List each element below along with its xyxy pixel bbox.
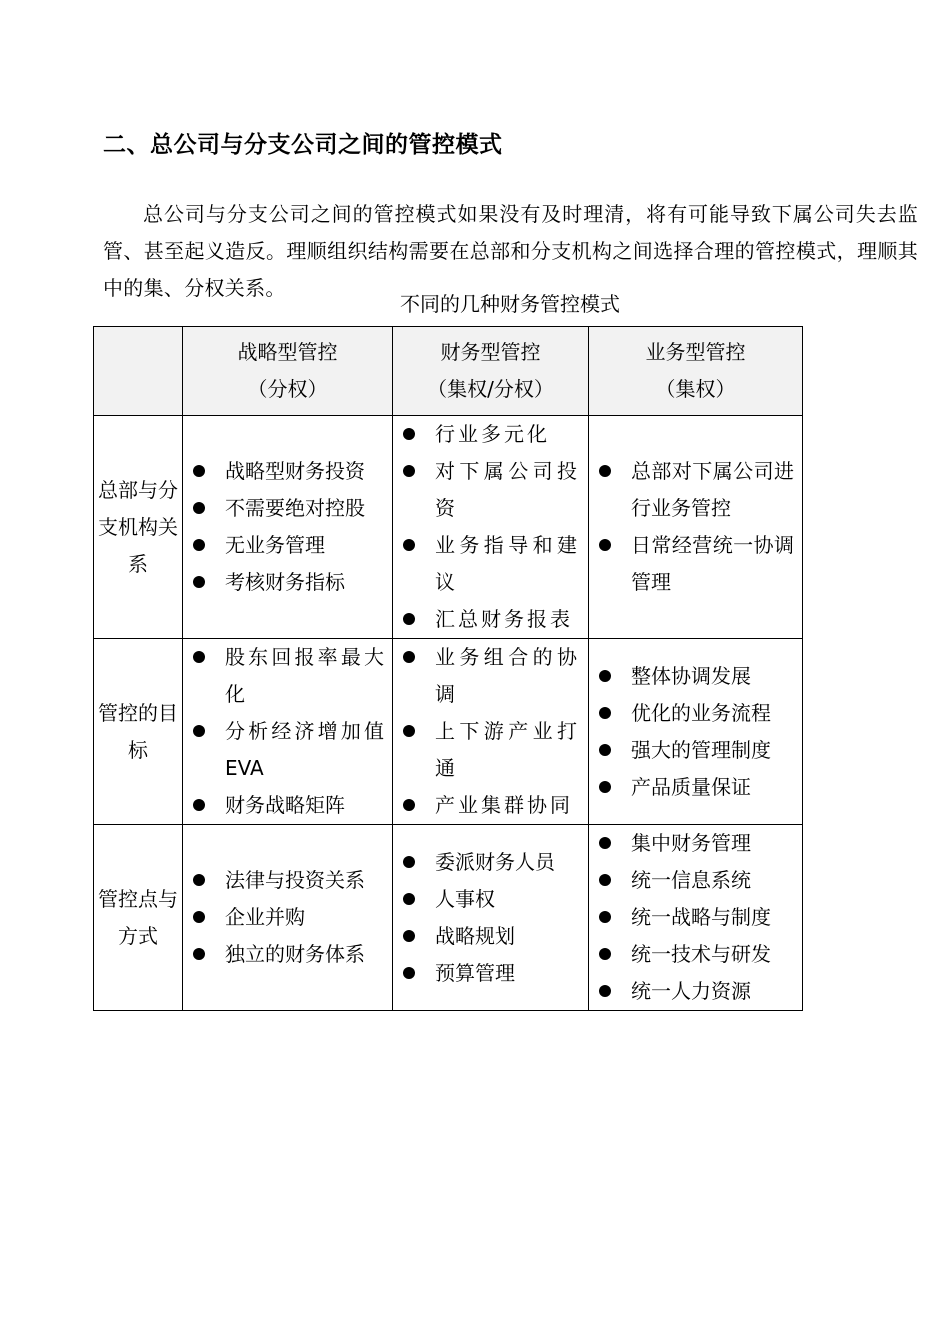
table-cell bbox=[183, 825, 393, 1011]
bullet-item bbox=[393, 601, 580, 638]
bullet-item bbox=[589, 658, 794, 695]
bullet-icon bbox=[403, 725, 415, 737]
bullet-item bbox=[393, 787, 580, 824]
bullet-item bbox=[183, 936, 384, 973]
bullet-text: 法律与投资关系 bbox=[225, 868, 365, 892]
bullet-icon bbox=[403, 613, 415, 625]
bullet-item bbox=[183, 713, 384, 787]
bullet-text: 业务指导和建议 bbox=[435, 533, 580, 594]
table-cell bbox=[589, 639, 803, 825]
table-cell bbox=[589, 416, 803, 639]
bullet-icon bbox=[599, 985, 611, 997]
bullet-item bbox=[183, 639, 384, 713]
bullet-text: 企业并购 bbox=[225, 905, 305, 929]
bullet-text: 分析经济增加值EVA bbox=[225, 719, 384, 780]
bullet-text: 汇总财务报表 bbox=[435, 607, 573, 631]
bullet-text: 委派财务人员 bbox=[435, 849, 555, 874]
bullet-icon bbox=[599, 837, 611, 849]
bullet-text: 考核财务指标 bbox=[225, 570, 345, 594]
bullet-item bbox=[589, 453, 794, 527]
bullet-text: 产业集群协同 bbox=[435, 793, 573, 817]
bullet-icon bbox=[599, 948, 611, 960]
bullet-text: 强大的管理制度 bbox=[631, 737, 771, 762]
row-header: 总部与分支机构关系 bbox=[94, 416, 183, 639]
bullet-item bbox=[183, 527, 384, 564]
bullet-item bbox=[393, 453, 580, 527]
column-header-subtitle: （集权/分权） bbox=[427, 377, 554, 401]
table-header-row bbox=[94, 327, 803, 416]
table-cell bbox=[393, 825, 589, 1011]
bullet-text: 统一战略与制度 bbox=[631, 905, 771, 929]
bullet-icon bbox=[599, 781, 611, 793]
bullet-item bbox=[393, 713, 580, 787]
bullet-item bbox=[393, 639, 580, 713]
bullet-item bbox=[183, 564, 384, 601]
bullet-icon bbox=[193, 651, 205, 663]
table-caption: 不同的几种财务管控模式 bbox=[400, 292, 620, 316]
bullet-text: 行业多元化 bbox=[435, 422, 550, 446]
table-row-relationship bbox=[94, 416, 803, 639]
bullet-text: 无业务管理 bbox=[225, 533, 325, 557]
bullet-icon bbox=[403, 893, 415, 905]
table-cell bbox=[589, 825, 803, 1011]
bullet-icon bbox=[403, 967, 415, 979]
bullet-item bbox=[393, 955, 580, 992]
column-header-title: 战略型管控 bbox=[237, 340, 338, 364]
intro-paragraph: 总公司与分支公司之间的管控模式如果没有及时理清，将有可能导致下属公司失去监管、甚至起义造反。理顺组织结构需要在总部和分支机构之间选择合理的管控模式，理顺其中的集、分权关系。 bbox=[103, 202, 918, 300]
column-header-title: 业务型管控 bbox=[645, 340, 746, 364]
bullet-icon bbox=[193, 576, 205, 588]
bullet-text: 战略型财务投资 bbox=[225, 459, 365, 483]
bullet-text: 日常经营统一协调管理 bbox=[631, 533, 794, 594]
bullet-item bbox=[589, 732, 794, 769]
bullet-item bbox=[589, 825, 794, 862]
bullet-text: 整体协调发展 bbox=[631, 663, 751, 688]
bullet-icon bbox=[599, 465, 611, 477]
bullet-text: 不需要绝对控股 bbox=[225, 496, 365, 520]
column-header-title: 财务型管控 bbox=[440, 340, 541, 364]
bullet-text: 人事权 bbox=[435, 886, 495, 911]
bullet-icon bbox=[599, 911, 611, 923]
bullet-item bbox=[589, 899, 794, 936]
bullet-icon bbox=[193, 874, 205, 886]
bullet-item bbox=[589, 527, 794, 601]
bullet-icon bbox=[599, 670, 611, 682]
bullet-icon bbox=[403, 539, 415, 551]
bullet-text: 集中财务管理 bbox=[631, 831, 751, 855]
bullet-text: 预算管理 bbox=[435, 960, 515, 985]
bullet-icon bbox=[403, 651, 415, 663]
bullet-item bbox=[393, 881, 580, 918]
bullet-icon bbox=[193, 465, 205, 477]
bullet-text: 对下属公司投资 bbox=[435, 459, 580, 520]
column-header-operational bbox=[589, 327, 803, 416]
bullet-icon bbox=[193, 539, 205, 551]
corner-cell bbox=[94, 327, 183, 416]
bullet-item bbox=[183, 787, 384, 824]
bullet-text: 战略规划 bbox=[435, 923, 515, 948]
bullet-icon bbox=[403, 428, 415, 440]
bullet-text: 统一人力资源 bbox=[631, 979, 751, 1003]
bullet-text: 上下游产业打通 bbox=[435, 719, 580, 780]
bullet-icon bbox=[403, 465, 415, 477]
bullet-item bbox=[589, 973, 794, 1010]
table-cell bbox=[183, 639, 393, 825]
bullet-text: 总部对下属公司进行业务管控 bbox=[631, 459, 794, 520]
bullet-item bbox=[589, 769, 794, 806]
column-header-subtitle: （分权） bbox=[247, 377, 328, 401]
bullet-icon bbox=[403, 799, 415, 811]
table-row-goals bbox=[94, 639, 803, 825]
bullet-item bbox=[393, 527, 580, 601]
bullet-item bbox=[589, 695, 794, 732]
bullet-item bbox=[393, 918, 580, 955]
bullet-item bbox=[183, 490, 384, 527]
bullet-item bbox=[393, 844, 580, 881]
row-header: 管控点与方式 bbox=[94, 825, 183, 1011]
column-header-financial bbox=[393, 327, 589, 416]
bullet-text: 统一技术与研发 bbox=[631, 942, 771, 966]
bullet-icon bbox=[403, 856, 415, 868]
bullet-text: 财务战略矩阵 bbox=[225, 793, 345, 817]
bullet-icon bbox=[599, 744, 611, 756]
bullet-icon bbox=[193, 911, 205, 923]
table-row-control-points bbox=[94, 825, 803, 1011]
bullet-item bbox=[183, 862, 384, 899]
bullet-text: 股东回报率最大化 bbox=[225, 645, 384, 706]
bullet-text: 统一信息系统 bbox=[631, 868, 751, 892]
bullet-text: 独立的财务体系 bbox=[225, 942, 365, 966]
section-heading: 二、总公司与分支公司之间的管控模式 bbox=[103, 132, 503, 158]
control-mode-table bbox=[93, 326, 803, 1011]
column-header-strategic bbox=[183, 327, 393, 416]
bullet-item bbox=[589, 936, 794, 973]
table-cell bbox=[393, 639, 589, 825]
table-cell bbox=[393, 416, 589, 639]
bullet-icon bbox=[193, 799, 205, 811]
row-header: 管控的目标 bbox=[94, 639, 183, 825]
bullet-text: 优化的业务流程 bbox=[631, 700, 771, 725]
bullet-icon bbox=[599, 539, 611, 551]
bullet-item bbox=[183, 453, 384, 490]
bullet-icon bbox=[193, 502, 205, 514]
bullet-item bbox=[589, 862, 794, 899]
bullet-icon bbox=[193, 948, 205, 960]
bullet-icon bbox=[599, 707, 611, 719]
bullet-icon bbox=[403, 930, 415, 942]
column-header-subtitle: （集权） bbox=[655, 377, 736, 401]
bullet-item bbox=[183, 899, 384, 936]
bullet-text: 业务组合的协调 bbox=[435, 645, 580, 706]
bullet-text: 产品质量保证 bbox=[631, 774, 751, 799]
bullet-item bbox=[393, 416, 580, 453]
bullet-icon bbox=[599, 874, 611, 886]
table-cell bbox=[183, 416, 393, 639]
bullet-icon bbox=[193, 725, 205, 737]
